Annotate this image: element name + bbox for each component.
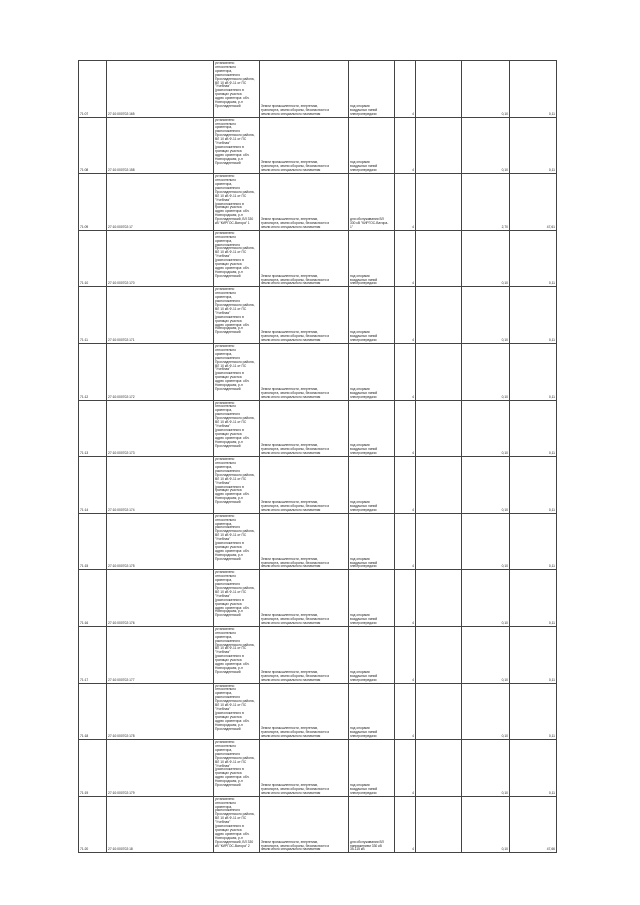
table-row (79, 570, 557, 627)
total-cell: 0,11 (510, 740, 557, 797)
empty-cell (416, 740, 462, 797)
total-cell: 0,11 (510, 400, 557, 457)
location-cell: установлено относительно ориентира, расположенного Прохладненского района, ВЛ 10 кВ Ф-11 от ПС "Учебная" (расположенного в границах участка адрес ориентира: обл. Новгородская, р-н Прохладненский (214, 230, 260, 287)
location-cell: установлено относительно ориентира, расположенного Прохладненского района, ВЛ 10 кВ Ф-11 от ПС "Учебная" (расположенного в границах участка адрес ориентира: обл. Новгородская, р-н Прохладненский (214, 400, 260, 457)
empty-cell (416, 457, 462, 514)
area-cell: 4 (395, 287, 416, 344)
location-cell: установлено относительно ориентира, расположенного Прохладненского района, ВЛ 10 кВ Ф-11 от ПС "Учебная" (расположенного в границах участка адрес ориентира: обл. Новгородская, р-н Прохладненский (214, 343, 260, 400)
empty-cell (416, 343, 462, 400)
permitted-use-cell: под опорами воздушных линий электропередачи (349, 683, 395, 740)
land-category-cell: Земли промышленности, энергетики, транспорта, земли обороны, безопасности и земли иного специального назначения (260, 230, 349, 287)
land-category-cell: Земли промышленности, энергетики, транспорта, земли обороны, безопасности и земли иного специального назначения (260, 513, 349, 570)
empty-cell (416, 513, 462, 570)
table-row (79, 796, 557, 853)
location-cell: установлено относительно ориентира, расположенного Прохладненского района, ВЛ 10 кВ Ф-11 от ПС "Учебная" (расположенного в границах участка адрес ориентира: обл. Новгородская, р-н Прохладненский (214, 287, 260, 344)
empty-cell (416, 626, 462, 683)
permitted-use-cell: под опорами воздушных линий электропередачи (349, 230, 395, 287)
table-row (79, 457, 557, 514)
area-cell: 4 (395, 400, 416, 457)
location-cell: установлено относительно ориентира, расположенного Прохладненского района, ВЛ 10 кВ Ф-11 от ПС "Учебная" (расположенного в границах участка адрес ориентира: обл. Новгородская, р-н Прохладненский, ВЛ 330 кВ "КИРГОС-Ватора" 2 (214, 796, 260, 853)
permitted-use-cell: под опорами воздушных линий электропередачи (349, 740, 395, 797)
total-cell: 0,11 (510, 61, 557, 118)
land-category-cell: Земли промышленности, энергетики, транспорта, земли обороны, безопасности и земли иного специального назначения (260, 457, 349, 514)
value-cell: 0,10 (462, 796, 510, 853)
table-row (79, 117, 557, 174)
location-cell: установлено относительно ориентира, расположенного Прохладненского района, ВЛ 10 кВ Ф-11 от ПС "Учебная" (расположенного в границах участка адрес ориентира: обл. Новгородская, р-н Прохладненский (214, 61, 260, 118)
cadastral-number-cell: 27:10:000702:178 (107, 683, 214, 740)
permitted-use-cell: под опорами воздушных линий электропередачи (349, 513, 395, 570)
total-cell: 47,61 (510, 174, 557, 231)
row-id-cell: 71:20 (79, 796, 107, 853)
area-cell: 4 (395, 626, 416, 683)
empty-cell (416, 117, 462, 174)
land-category-cell: Земли промышленности, энергетики, транспорта, земли обороны, безопасности и земли иного специального назначения (260, 400, 349, 457)
value-cell: 0,10 (462, 400, 510, 457)
permitted-use-cell: под опорами воздушных линий электропередачи (349, 343, 395, 400)
permitted-use-cell: под опорами воздушных линий электропередачи (349, 287, 395, 344)
cadastral-number-cell: 27:10:000702:165 (107, 61, 214, 118)
land-category-cell: Земли промышленности, энергетики, транспорта, земли обороны, безопасности и земли иного специального назначения (260, 343, 349, 400)
total-cell: 0,11 (510, 683, 557, 740)
row-id-cell: 71:08 (79, 117, 107, 174)
total-cell: 0,11 (510, 570, 557, 627)
area-cell: 4 (395, 513, 416, 570)
table-row (79, 343, 557, 400)
land-category-cell: Земли промышленности, энергетики, транспорта, земли обороны, безопасности и земли иного специального назначения (260, 626, 349, 683)
cadastral-number-cell: 27:10:000702:179 (107, 740, 214, 797)
table-row (79, 683, 557, 740)
location-cell: установлено относительно ориентира, расположенного Прохладненского района, ВЛ 10 кВ Ф-11 от ПС "Учебная" (расположенного в границах участка адрес ориентира: обл. Новгородская, р-н Прохладненский (214, 626, 260, 683)
row-id-cell: 71:10 (79, 230, 107, 287)
value-cell: 0,10 (462, 343, 510, 400)
empty-cell (416, 174, 462, 231)
row-id-cell: 71:19 (79, 740, 107, 797)
row-id-cell: 71:18 (79, 683, 107, 740)
total-cell: 0,11 (510, 287, 557, 344)
land-category-cell: Земли промышленности, энергетики, транспорта, земли обороны, безопасности и земли иного специального назначения (260, 796, 349, 853)
land-category-cell: Земли промышленности, энергетики, транспорта, земли обороны, безопасности и земли иного специального назначения (260, 740, 349, 797)
table-row (79, 626, 557, 683)
location-cell: установлено относительно ориентира, расположенного Прохладненского района, ВЛ 10 кВ Ф-11 от ПС "Учебная" (расположенного в границах участка адрес ориентира: обл. Новгородская, р-н Прохладненский (214, 570, 260, 627)
value-cell: 0,10 (462, 626, 510, 683)
cadastral-number-cell: 27:10:000702:177 (107, 626, 214, 683)
total-cell: 0,11 (510, 513, 557, 570)
permitted-use-cell: под опорами воздушных линий электропередачи (349, 400, 395, 457)
cadastral-number-cell: 27:10:000702:171 (107, 287, 214, 344)
total-cell: 0,11 (510, 230, 557, 287)
row-id-cell: 71:17 (79, 626, 107, 683)
cadastral-number-cell: 27:10:000702:17 (107, 174, 214, 231)
total-cell: 47,66 (510, 796, 557, 853)
row-id-cell: 71:13 (79, 400, 107, 457)
value-cell: 0,10 (462, 287, 510, 344)
row-id-cell: 71:09 (79, 174, 107, 231)
permitted-use-cell: для обслуживания ВЛ 330 кВ "КИРГОС-Ватора- 1" (349, 174, 395, 231)
location-cell: установлено относительно ориентира, расположенного Прохладненского района, ВЛ 10 кВ Ф-11 от ПС "Учебная" (расположенного в границах участка адрес ориентира: обл. Новгородская, р-н Прохладненский (214, 457, 260, 514)
area-cell: 4 (395, 61, 416, 118)
area-cell: 4 (395, 230, 416, 287)
location-cell: установлено относительно ориентира, расположенного Прохладненского района, ВЛ 10 кВ Ф-11 от ПС "Учебная" (расположенного в границах участка адрес ориентира: обл. Новгородская, р-н Прохладненский (214, 683, 260, 740)
land-category-cell: Земли промышленности, энергетики, транспорта, земли обороны, безопасности и земли иного специального назначения (260, 61, 349, 118)
cadastral-number-cell: 27:10:000702:170 (107, 230, 214, 287)
cadastral-number-cell: 27:10:000702:172 (107, 343, 214, 400)
empty-cell (416, 570, 462, 627)
value-cell: 0,10 (462, 230, 510, 287)
land-category-cell: Земли промышленности, энергетики, транспорта, земли обороны, безопасности и земли иного специального назначения (260, 117, 349, 174)
location-cell: установлено относительно ориентира, расположенного Прохладненского района, ВЛ 10 кВ Ф-11 от ПС "Учебная" (расположенного в границах участка адрес ориентира: обл. Новгородская, р-н Прохладненский (214, 740, 260, 797)
table-body (79, 61, 557, 853)
row-id-cell: 71:07 (79, 61, 107, 118)
total-cell: 0,11 (510, 457, 557, 514)
empty-cell (416, 287, 462, 344)
value-cell: 0,10 (462, 457, 510, 514)
land-category-cell: Земли промышленности, энергетики, транспорта, земли обороны, безопасности и земли иного специального назначения (260, 174, 349, 231)
permitted-use-cell: под опорами воздушных линий электропередачи (349, 61, 395, 118)
permitted-use-cell: под опорами воздушных линий электропередачи (349, 457, 395, 514)
location-cell: установлено относительно ориентира, расположенного Прохладненского района, ВЛ 10 кВ Ф-11 от ПС "Учебная" (расположенного в границах участка адрес ориентира: обл. Новгородская, р-н Прохладненский (214, 513, 260, 570)
table-row (79, 740, 557, 797)
data-table (78, 60, 557, 853)
value-cell: 0,10 (462, 117, 510, 174)
table-row (79, 174, 557, 231)
row-id-cell: 71:14 (79, 457, 107, 514)
empty-cell (416, 230, 462, 287)
total-cell: 0,11 (510, 626, 557, 683)
value-cell: 0,10 (462, 61, 510, 118)
location-cell: установлено относительно ориентира, расположенного Прохладненского района, ВЛ 10 кВ Ф-11 от ПС "Учебная" (расположенного в границах участка адрес ориентира: обл. Новгородская, р-н Прохладненский, ВЛ 330 кВ "КИРГОС-Ватора" 1 (214, 174, 260, 231)
value-cell: 0,10 (462, 683, 510, 740)
cadastral-number-cell: 27:10:000702:175 (107, 513, 214, 570)
empty-cell (416, 796, 462, 853)
area-cell: 4 (395, 740, 416, 797)
cadastral-number-cell: 27:10:000702:173 (107, 400, 214, 457)
value-cell: 0,10 (462, 513, 510, 570)
table-row (79, 61, 557, 118)
empty-cell (416, 61, 462, 118)
location-cell: установлено относительно ориентира, расположенного Прохладненского района, ВЛ 10 кВ Ф-11 от ПС "Учебная" (расположенного в границах участка адрес ориентира: обл. Новгородская, р-н Прохладненский (214, 117, 260, 174)
row-id-cell: 71:16 (79, 570, 107, 627)
table-row (79, 513, 557, 570)
area-cell: 4 (395, 796, 416, 853)
cadastral-number-cell: 27:10:000702:174 (107, 457, 214, 514)
land-category-cell: Земли промышленности, энергетики, транспорта, земли обороны, безопасности и земли иного специального назначения (260, 683, 349, 740)
table-row (79, 230, 557, 287)
empty-cell (416, 683, 462, 740)
total-cell: 0,11 (510, 117, 557, 174)
value-cell: 0,10 (462, 740, 510, 797)
area-cell: 4 (395, 117, 416, 174)
area-cell: 4 (395, 570, 416, 627)
area-cell: 4 (395, 343, 416, 400)
total-cell: 0,11 (510, 343, 557, 400)
permitted-use-cell: под опорами воздушных линий электропередачи (349, 117, 395, 174)
area-cell: 4 (395, 457, 416, 514)
land-category-cell: Земли промышленности, энергетики, транспорта, земли обороны, безопасности и земли иного специального назначения (260, 570, 349, 627)
permitted-use-cell: под опорами воздушных линий электропередачи (349, 626, 395, 683)
table-row (79, 287, 557, 344)
area-cell: 4 (395, 683, 416, 740)
cadastral-number-cell: 27:10:000702:158 (107, 117, 214, 174)
area-cell: 4 (395, 174, 416, 231)
empty-cell (416, 400, 462, 457)
permitted-use-cell: под опорами воздушных линий электропередачи (349, 570, 395, 627)
cadastral-number-cell: 27:10:000702:18 (107, 796, 214, 853)
table-row (79, 400, 557, 457)
permitted-use-cell: для обслуживания ВЛ напряжением 330 кВ 35-115 кВ (349, 796, 395, 853)
row-id-cell: 71:15 (79, 513, 107, 570)
cadastral-number-cell: 27:10:000702:176 (107, 570, 214, 627)
value-cell: 2,70 (462, 174, 510, 231)
row-id-cell: 71:11 (79, 287, 107, 344)
row-id-cell: 71:12 (79, 343, 107, 400)
value-cell: 0,10 (462, 570, 510, 627)
land-category-cell: Земли промышленности, энергетики, транспорта, земли обороны, безопасности и земли иного специального назначения (260, 287, 349, 344)
